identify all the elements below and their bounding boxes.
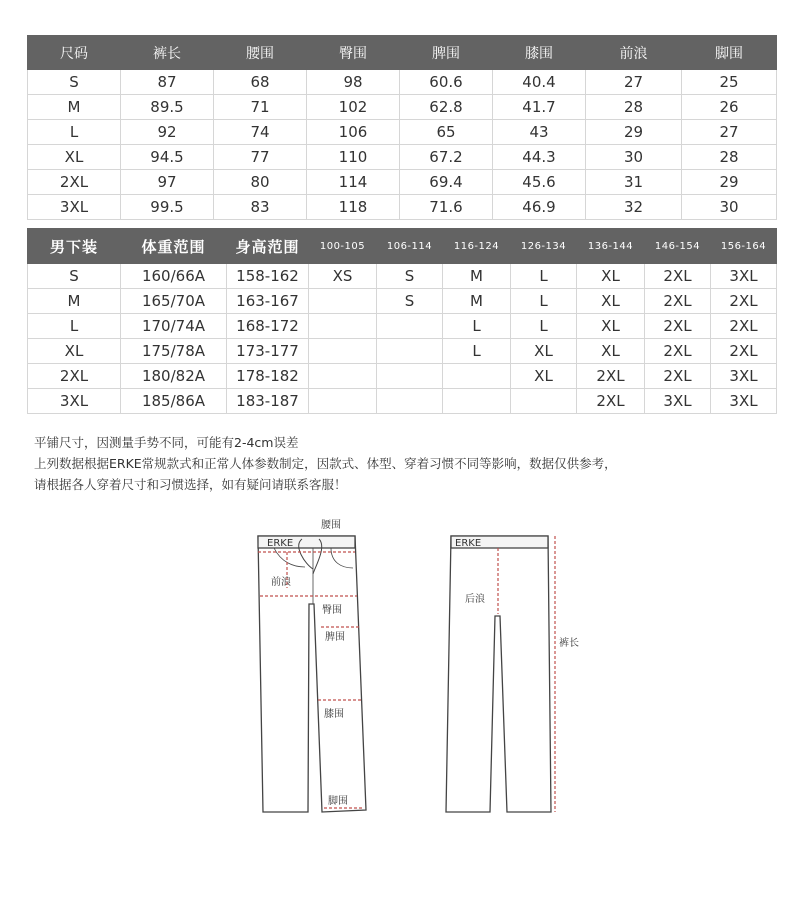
table-cell: XL [28, 145, 121, 170]
front-rise-label: 前浪 [271, 577, 291, 588]
table-cell: 41.7 [493, 95, 586, 120]
table-row [28, 264, 777, 289]
header-cell: 脚围 [682, 36, 777, 70]
header-cell: 136-144 [577, 229, 645, 264]
table-cell: 114 [307, 170, 400, 195]
table-cell: 160/66A [121, 264, 227, 289]
table-cell: 170/74A [121, 314, 227, 339]
table-cell: 3XL [28, 389, 121, 414]
table-cell: 2XL [711, 289, 777, 314]
table-row [28, 120, 777, 145]
table-cell: L [28, 120, 121, 145]
table-cell: 62.8 [400, 95, 493, 120]
hip-label: 臀围 [322, 605, 342, 616]
table-cell: M [443, 264, 511, 289]
table-cell [309, 339, 377, 364]
table-cell: 183-187 [227, 389, 309, 414]
length-label: 裤长 [559, 638, 579, 649]
table-cell [309, 364, 377, 389]
table-cell: 71 [214, 95, 307, 120]
table-cell: 80 [214, 170, 307, 195]
table-cell: 92 [121, 120, 214, 145]
table-cell: 28 [586, 95, 682, 120]
table-cell: 165/70A [121, 289, 227, 314]
table-cell: 71.6 [400, 195, 493, 220]
table-cell: 118 [307, 195, 400, 220]
table-cell: 2XL [645, 314, 711, 339]
table-cell: 2XL [645, 264, 711, 289]
table-cell: 3XL [711, 389, 777, 414]
table-cell [443, 364, 511, 389]
table-cell: XL [511, 339, 577, 364]
pants-measurement-diagram [245, 512, 579, 827]
table-cell: S [28, 264, 121, 289]
table-cell: 44.3 [493, 145, 586, 170]
table-cell: 2XL [577, 389, 645, 414]
table-cell: M [28, 289, 121, 314]
header-cell: 前浪 [586, 36, 682, 70]
table-row [28, 339, 777, 364]
table-cell: 27 [682, 120, 777, 145]
table-cell: 27 [586, 70, 682, 95]
table-cell [511, 389, 577, 414]
header-cell: 男下装 [28, 229, 121, 264]
hem-label: 脚围 [328, 796, 348, 807]
table-cell: 97 [121, 170, 214, 195]
header-cell: 腰围 [214, 36, 307, 70]
table-cell: 2XL [645, 339, 711, 364]
back-measure-lines [498, 536, 555, 812]
table-cell: 87 [121, 70, 214, 95]
table-cell: 69.4 [400, 170, 493, 195]
table-cell: 2XL [645, 364, 711, 389]
table-cell: 45.6 [493, 170, 586, 195]
table-cell: 31 [586, 170, 682, 195]
table-cell: 30 [682, 195, 777, 220]
table-cell: XS [309, 264, 377, 289]
table-cell: 3XL [711, 264, 777, 289]
table-cell: XL [577, 339, 645, 364]
table-cell: M [443, 289, 511, 314]
table-row [28, 170, 777, 195]
table-cell: XL [511, 364, 577, 389]
table-cell: 67.2 [400, 145, 493, 170]
table-cell: 2XL [711, 314, 777, 339]
waistband-logo: ERKE [267, 538, 294, 549]
table-row [28, 95, 777, 120]
thigh-label: 脾围 [325, 632, 345, 643]
table-cell: S [377, 264, 443, 289]
table-row [28, 314, 777, 339]
table-cell [309, 389, 377, 414]
header-cell: 膝围 [493, 36, 586, 70]
waist-label: 腰围 [321, 520, 341, 531]
table-cell [377, 339, 443, 364]
table-cell [377, 314, 443, 339]
header-cell: 身高范围 [227, 229, 309, 264]
knee-label: 膝围 [324, 709, 344, 720]
table-cell: 29 [682, 170, 777, 195]
table-row [28, 364, 777, 389]
table-cell: XL [28, 339, 121, 364]
table-cell: 2XL [711, 339, 777, 364]
table-cell: 68 [214, 70, 307, 95]
table-cell: 25 [682, 70, 777, 95]
table-cell: 28 [682, 145, 777, 170]
table-cell: XL [577, 289, 645, 314]
table-cell: S [377, 289, 443, 314]
back-waistband-logo: ERKE [455, 538, 482, 549]
table-cell: M [28, 95, 121, 120]
table-cell: 99.5 [121, 195, 214, 220]
table-cell: 26 [682, 95, 777, 120]
back-rise-label: 后浪 [465, 594, 485, 605]
size-table-header [28, 36, 777, 70]
header-cell: 156-164 [711, 229, 777, 264]
table-cell: 46.9 [493, 195, 586, 220]
table-cell: 2XL [645, 289, 711, 314]
size-notes [34, 432, 774, 495]
table-cell: 173-177 [227, 339, 309, 364]
header-cell: 146-154 [645, 229, 711, 264]
front-measure-lines [258, 552, 363, 808]
table-cell: 98 [307, 70, 400, 95]
table-cell: L [443, 314, 511, 339]
header-cell: 尺码 [28, 36, 121, 70]
table-cell: 110 [307, 145, 400, 170]
header-cell: 臀围 [307, 36, 400, 70]
table-cell: 175/78A [121, 339, 227, 364]
header-cell: 100-105 [309, 229, 377, 264]
table-cell: 43 [493, 120, 586, 145]
table-cell [309, 289, 377, 314]
table-cell: 168-172 [227, 314, 309, 339]
table-cell: 83 [214, 195, 307, 220]
table-cell: 29 [586, 120, 682, 145]
table-cell: 180/82A [121, 364, 227, 389]
table-cell: L [28, 314, 121, 339]
table-cell: 2XL [28, 364, 121, 389]
table-cell: 2XL [577, 364, 645, 389]
table-cell: 3XL [711, 364, 777, 389]
header-cell: 体重范围 [121, 229, 227, 264]
table-cell: 185/86A [121, 389, 227, 414]
table-cell: XL [577, 314, 645, 339]
table-cell: S [28, 70, 121, 95]
note-line: 平铺尺寸，因测量手势不同，可能有2-4cm误差 [34, 435, 299, 450]
table-cell: 3XL [28, 195, 121, 220]
header-cell: 脾围 [400, 36, 493, 70]
table-cell: XL [577, 264, 645, 289]
table-row [28, 289, 777, 314]
table-cell: 89.5 [121, 95, 214, 120]
table-cell: L [511, 314, 577, 339]
table-cell [443, 389, 511, 414]
pants-back-view [446, 536, 551, 812]
table-cell [377, 364, 443, 389]
header-cell: 106-114 [377, 229, 443, 264]
table-row [28, 389, 777, 414]
table-row [28, 70, 777, 95]
header-cell: 126-134 [511, 229, 577, 264]
table-cell: 60.6 [400, 70, 493, 95]
table-cell: 102 [307, 95, 400, 120]
table-cell: 158-162 [227, 264, 309, 289]
table-cell [377, 389, 443, 414]
table-row [28, 195, 777, 220]
table-cell: 77 [214, 145, 307, 170]
table-cell: L [511, 264, 577, 289]
note-line: 上列数据根据ERKE常规款式和正常人体参数制定，因款式、体型、穿着习惯不同等影响，数据仅供参考， [34, 456, 617, 471]
note-line: 请根据各人穿着尺寸和习惯选择，如有疑问请联系客服！ [34, 477, 347, 492]
table-cell: L [511, 289, 577, 314]
table-cell: 2XL [28, 170, 121, 195]
fit-guide-header [28, 229, 777, 264]
table-cell: 40.4 [493, 70, 586, 95]
fit-guide-table [27, 228, 777, 414]
table-cell: 32 [586, 195, 682, 220]
table-cell: 94.5 [121, 145, 214, 170]
table-cell: 3XL [645, 389, 711, 414]
table-cell: 106 [307, 120, 400, 145]
table-row [28, 145, 777, 170]
table-cell: 74 [214, 120, 307, 145]
table-cell: 30 [586, 145, 682, 170]
size-table [27, 35, 777, 220]
table-cell: L [443, 339, 511, 364]
header-cell: 裤长 [121, 36, 214, 70]
header-cell: 116-124 [443, 229, 511, 264]
table-cell: 178-182 [227, 364, 309, 389]
table-cell: 163-167 [227, 289, 309, 314]
table-cell: 65 [400, 120, 493, 145]
table-cell [309, 314, 377, 339]
